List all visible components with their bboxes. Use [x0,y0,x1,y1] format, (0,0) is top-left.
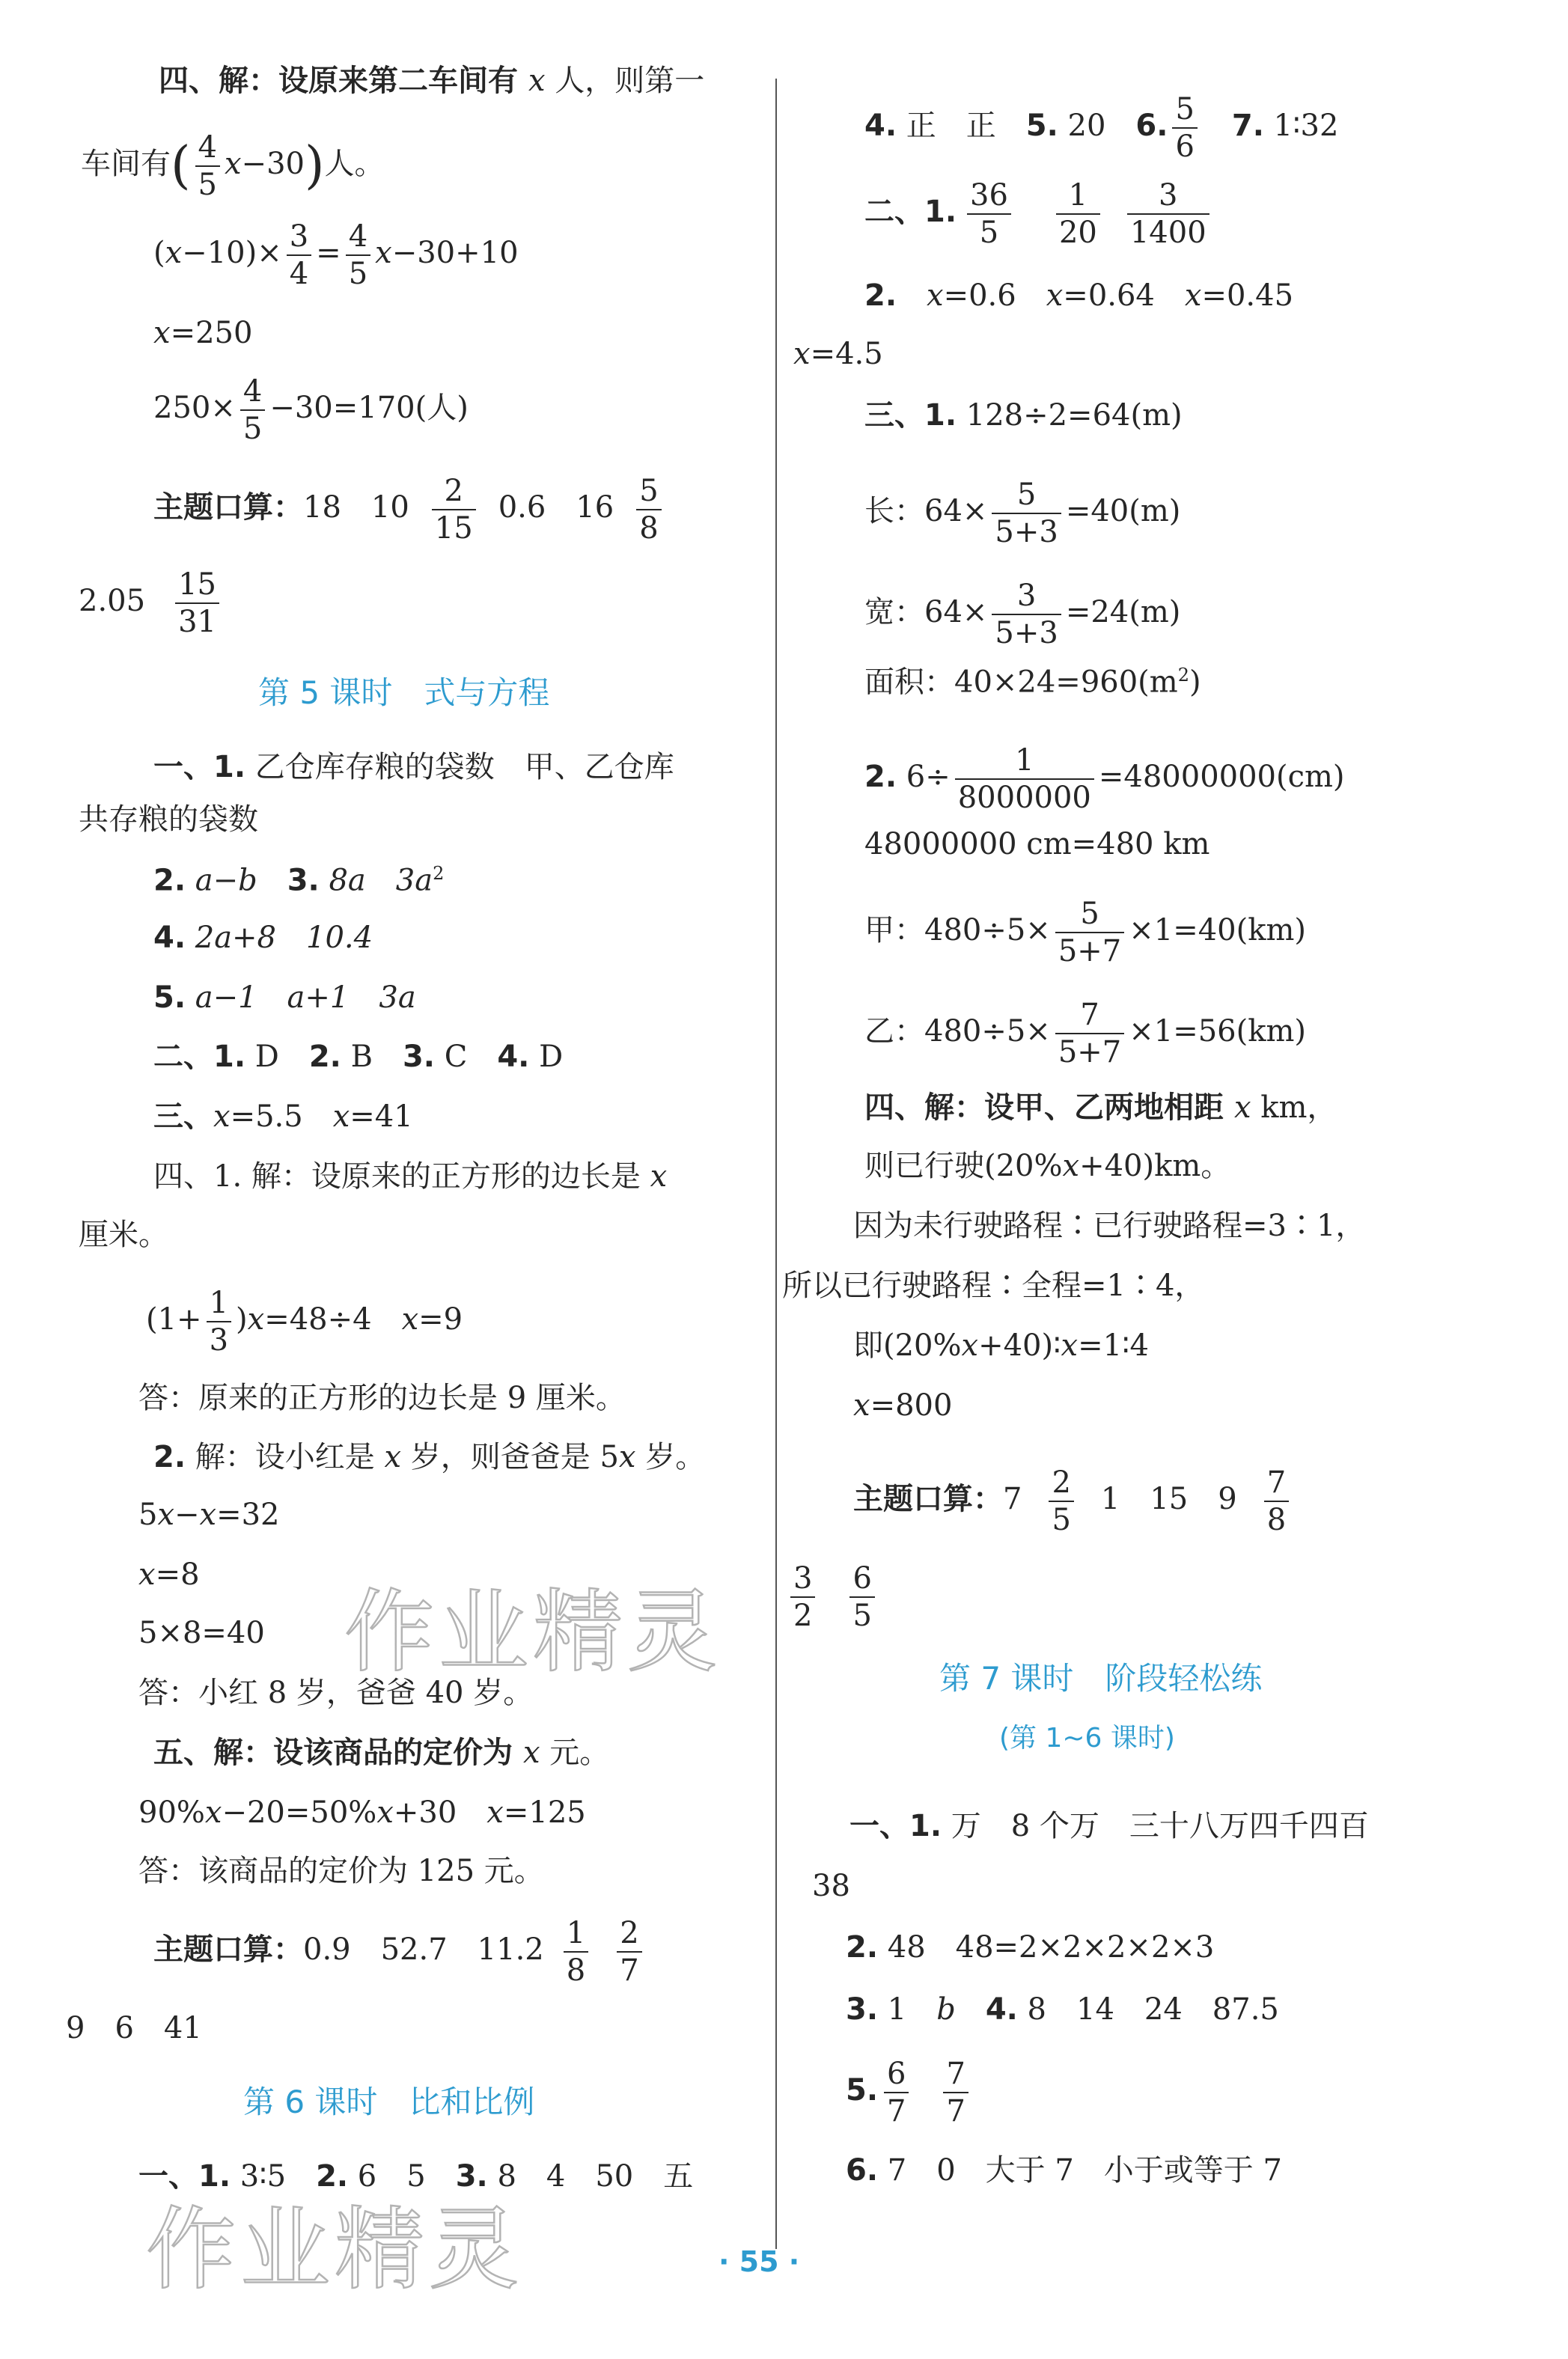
equation-line [864,665,1201,700]
fraction [1172,94,1197,162]
text: 1∶32 [1263,109,1339,143]
text: −10)× [182,236,282,270]
equation-line [864,479,1180,548]
text: =41 [350,1099,413,1134]
text: 6 5 [348,2159,456,2194]
variable: x [1046,278,1064,313]
fraction [992,479,1061,548]
text: 面积：40×24=960(m [864,665,1178,700]
text: 18 10 [303,490,409,525]
question-number: 一、1. [849,1809,942,1843]
variable: x [528,64,546,98]
fraction [955,745,1094,814]
numerator: 3 [790,1563,815,1598]
text: 250× [153,391,236,425]
question-number: 一、1. [138,2159,231,2194]
numerator: 5 [1172,94,1197,129]
text: =800 [870,1388,953,1423]
page-number: · 55 · [719,2245,800,2278]
fraction [790,1563,815,1632]
question-number: 二、1. [153,1040,246,1074]
numerator: 7 [1264,1467,1289,1502]
denominator: 4 [289,257,309,291]
equation-line [853,1388,953,1423]
answer-line [864,398,1183,433]
answer-line [864,180,1214,248]
fraction [346,221,370,290]
answer-line: 所以已行驶路程∶全程=1∶4， [782,1269,1205,1303]
exponent: 2 [433,863,445,884]
variable: x [213,1099,231,1134]
text: 宽：64× [864,595,988,629]
variable: x [927,278,944,313]
numerator: 3 [1127,180,1209,215]
question-number: 3. [287,863,320,898]
text: 2.05 [79,584,146,618]
denominator: 2 [793,1599,813,1633]
variable: x [793,337,811,371]
answer-line [153,1159,668,1194]
denominator: 7 [620,1953,639,1988]
variable: x [375,236,392,270]
variable: x [204,1795,222,1830]
text: C [435,1040,498,1074]
numerator: 2 [432,475,476,510]
variable: x [157,1498,175,1532]
question-number: 2. [153,1440,186,1474]
mental-math-line: 9 6 41 [66,2011,202,2045]
denominator: 5 [242,412,263,446]
answer-line [864,278,1294,313]
answer-line [846,1992,1279,2027]
watermark: 作业精灵 [146,2198,523,2302]
equation-line [864,999,1306,1068]
equation-line [138,1500,280,1530]
answer-line [153,1738,609,1768]
denominator: 5 [198,168,217,202]
question-number: 2. [864,278,897,313]
fraction [287,221,311,290]
text: =5.5 [230,1099,333,1134]
numerator: 7 [943,2058,968,2093]
question-number: 6. [846,2153,879,2188]
text: −30 [241,147,305,181]
question-number: 6. [1135,109,1168,143]
variable: x [486,1795,504,1830]
denominator: 5 [348,257,368,291]
text: 解：设小红是 [186,1440,385,1474]
fraction [195,132,220,201]
equation-line [153,376,469,445]
text: =48÷4 [264,1302,402,1337]
lesson-heading: 第 7 课时 阶段轻松练 [939,1660,1263,1697]
variable: x [618,1440,636,1474]
question-number: 4. [497,1040,530,1074]
text: =8 [155,1557,200,1592]
text: 20 [1058,109,1136,143]
text: 6÷ [897,760,951,794]
variable: x [224,147,242,181]
question-number: 5. [846,2073,879,2108]
text: 即(20% [853,1328,962,1363]
text: +40)km。 [1079,1149,1231,1183]
text: 元。 [540,1736,610,1770]
denominator: 7 [946,2094,965,2128]
answer-line [793,339,883,369]
denominator: 5+3 [995,616,1058,650]
text: ) [1189,665,1201,700]
lesson-subheading: (第 1~6 课时) [999,1723,1175,1754]
paren: ( [171,136,191,195]
question-number: 二、1. [864,195,957,229]
equation-line: 48000000 cm=480 km [864,827,1210,861]
fraction [175,569,219,638]
denominator: 5+3 [995,515,1058,549]
text: 0.6 16 [498,490,614,525]
text: 岁。 [635,1440,706,1474]
variable: x [1233,1090,1251,1125]
answer-line [81,132,385,201]
answer-line [846,2153,1282,2188]
column-divider [775,79,777,2249]
denominator: 8 [566,1953,586,1988]
numerator: 5 [636,475,661,510]
text: 长：64× [864,494,988,528]
mental-math-label: 主题口算： [153,1932,303,1967]
question-number: 7. [1231,109,1264,143]
question-number: 3. [455,2159,488,2194]
question-number: 3. [402,1040,435,1074]
numerator: 5 [1055,898,1124,933]
question-number: 三、1. [864,398,957,433]
fraction [884,2058,909,2127]
text: 甲：480÷5× [864,913,1051,947]
text: 乙：480÷5× [864,1014,1051,1049]
question-number: 五、解：设该商品的定价为 [153,1736,523,1770]
numerator: 2 [1049,1467,1073,1502]
question-number: 三、 [153,1099,213,1134]
numerator: 6 [884,2058,909,2093]
text: 8 4 50 五 [487,2159,694,2194]
variable: x [853,1388,870,1423]
denominator: 7 [887,2094,906,2128]
fraction [207,1287,231,1356]
text: 四、1. 解：设原来的正方形的边长是 [153,1159,650,1194]
text: 7 0 大于 7 小于或等于 7 [878,2153,1282,2188]
text: 5 [138,1498,158,1532]
numerator: 3 [992,580,1061,615]
denominator: 15 [434,511,473,546]
text: −30+10 [391,236,519,270]
variable: x [401,1302,419,1337]
equation-line [153,318,252,348]
answer-line [846,1930,1215,1965]
answer-line [849,1811,1369,1841]
text: B [341,1040,403,1074]
mental-math-line [153,475,684,544]
variable: x [153,316,171,350]
question-number: 5. [1025,109,1058,143]
text: =24(m) [1065,595,1181,629]
numerator: 1 [207,1287,231,1322]
text: 正 正 [897,109,1026,143]
question-number: 2. [864,760,897,794]
text: 人。 [324,147,385,181]
numerator: 7 [1055,999,1124,1034]
denominator: 5+7 [1058,934,1122,968]
answer-line [153,980,416,1015]
equation-line [864,745,1345,814]
text: km， [1251,1090,1337,1125]
numerator: 4 [240,376,265,411]
fraction [992,580,1061,649]
denominator: 5 [1052,1503,1071,1537]
text: =48000000(cm) [1098,760,1345,794]
equation-line: 5×8=40 [138,1616,265,1650]
answer-line [864,94,1338,162]
question-number: 2. [308,1040,341,1074]
text: a−b [186,863,287,898]
numerator: 2 [617,1917,641,1953]
text: 3∶5 [231,2159,317,2194]
text: = [316,236,341,270]
question-number: 3. [846,1992,879,2027]
question-number: 2. [153,863,186,898]
variable: x [1062,1149,1080,1183]
text: (1+ [146,1302,202,1337]
denominator: 20 [1058,216,1097,250]
answer-line: 答：该商品的定价为 125 元。 [138,1854,544,1888]
text: =40(m) [1065,494,1181,528]
text: a−1 a+1 3a [186,980,416,1015]
text: +30 [393,1795,487,1830]
numerator: 3 [287,221,311,256]
text: ) [236,1302,248,1337]
text: 岁，则爸爸是 5 [401,1440,619,1474]
answer-line [153,1042,563,1072]
text: D [529,1040,564,1074]
denominator: 1400 [1129,216,1206,250]
fraction [849,1563,874,1632]
text: ( [153,236,165,270]
denominator: 31 [178,605,216,639]
question-number: 2. [846,1930,879,1965]
variable: x [1061,1328,1079,1363]
lesson-heading: 第 5 课时 式与方程 [258,674,550,711]
answer-line [153,1442,705,1472]
text: =125 [503,1795,586,1830]
numerator: 6 [849,1563,874,1598]
text: =4.5 [810,337,883,371]
paren: ) [304,136,325,195]
lesson-heading: 第 6 课时 比和比例 [243,2084,535,2120]
text: +40)∶ [978,1328,1061,1363]
question-number: 四、解：设甲、乙两地相距 [864,1090,1234,1125]
mental-math-label: 主题口算： [153,490,303,525]
numerator: 1 [564,1917,588,1953]
answer-line [846,2058,973,2127]
answer-line [153,923,373,953]
text: 则已行驶(20% [864,1149,1063,1183]
answer-line: 38 [812,1869,850,1903]
answer-line: 共存粮的袋数 [79,802,258,837]
question-number: 2. [316,2159,349,2194]
answer-line [159,66,704,96]
text: 人，则第一 [545,64,705,98]
numerator: 1 [1056,180,1100,215]
text: =32 [216,1498,280,1532]
variable: x [376,1795,394,1830]
text: 7 [1003,1482,1022,1516]
fraction [564,1917,588,1986]
fraction [1264,1467,1289,1536]
right-column [782,0,1531,2359]
variable: x [961,1328,979,1363]
denominator: 5+7 [1058,1035,1122,1069]
answer-line [153,752,674,782]
fraction [1049,1467,1073,1536]
text: 万 8 个万 三十八万四千四百 [942,1809,1369,1843]
text: 四、解：设原来第二车间有 [159,64,528,98]
text: −30=170(人) [269,391,469,425]
equation-line [138,1557,200,1592]
variable: x [165,236,183,270]
numerator: 5 [992,479,1061,514]
variable: x [650,1159,668,1194]
variable: x [384,1440,402,1474]
left-column [0,0,748,2359]
fraction [636,475,661,544]
variable: b [936,1992,956,2027]
equation-line [864,898,1306,967]
question-number: 一、1. [153,750,246,784]
text: 车间有 [81,147,171,181]
text: 128÷2=64(m) [957,398,1183,433]
denominator: 6 [1175,129,1195,164]
watermark: 作业精灵 [344,1581,722,1685]
numerator: 4 [195,132,220,167]
question-number: 5. [153,980,186,1015]
variable: x [199,1498,217,1532]
denominator: 5 [852,1599,872,1633]
equation-line [153,221,519,290]
text: D [245,1040,309,1074]
fraction [1055,999,1124,1068]
text: =9 [418,1302,463,1337]
answer-line: 答：原来的正方形的边长是 9 厘米。 [138,1381,626,1415]
exponent: 2 [1177,665,1189,686]
text: −20=50% [222,1795,377,1830]
variable: x [332,1099,350,1134]
equation-line [138,1795,586,1830]
fraction [1055,898,1124,967]
text: =1∶4 [1078,1328,1149,1363]
fraction [1127,180,1209,248]
fraction [432,475,476,544]
mental-math-line [853,1467,1316,1536]
answer-line: 因为未行驶路程∶已行驶路程=3∶1， [853,1209,1366,1243]
text: =0.45 [1201,278,1294,313]
variable: x [1184,278,1202,313]
answer-line [864,1151,1230,1181]
text: ×1=56(km) [1129,1014,1307,1049]
question-number: 4. [985,1992,1018,2027]
numerator: 15 [175,569,219,604]
text: =250 [170,316,253,350]
mental-math-line [786,1563,879,1632]
text: 0.9 52.7 11.2 [303,1932,544,1967]
fraction [1056,180,1100,248]
fraction [240,376,265,445]
text: 乙仓库存粮的袋数 甲、乙仓库 [245,750,674,784]
mental-math-line [153,1917,651,1986]
text: 90% [138,1795,205,1830]
equation-line [853,1328,1149,1363]
variable: x [247,1302,265,1337]
text: − [174,1498,200,1532]
question-number: 4. [153,921,186,955]
denominator: 8 [1266,1503,1287,1537]
numerator: 1 [955,745,1094,780]
denominator: 3 [209,1323,229,1358]
equation-line [146,1287,463,1356]
answer-line: 厘米。 [79,1218,168,1252]
denominator: 5 [979,216,999,250]
answer-line [153,1099,413,1134]
text: 8a 3a [319,863,433,898]
answer-line [864,1090,1337,1125]
text: 8 14 24 87.5 [1017,1992,1279,2027]
equation-line [864,580,1180,649]
variable: x [522,1736,540,1770]
text: =0.6 [943,278,1046,313]
denominator: 8000000 [957,781,1091,815]
variable: x [138,1557,156,1592]
answer-line: 答：小红 8 岁，爸爸 40 岁。 [138,1676,534,1710]
fraction [967,180,1011,248]
text: 1 15 9 [1100,1482,1237,1516]
numerator: 4 [346,221,370,256]
question-number: 4. [864,109,897,143]
answer-line [153,863,445,898]
denominator: 8 [639,511,659,546]
mental-math-label: 主题口算： [853,1482,1003,1516]
numerator: 36 [967,180,1011,215]
text: 48 48=2×2×2×2×3 [878,1930,1215,1965]
text: 1 [878,1992,937,2027]
mental-math-line [79,569,224,638]
fraction [943,2058,968,2127]
fraction [617,1917,641,1986]
text: =0.64 [1063,278,1185,313]
text: 2a+8 10.4 [186,921,373,955]
text: ×1=40(km) [1129,913,1307,947]
